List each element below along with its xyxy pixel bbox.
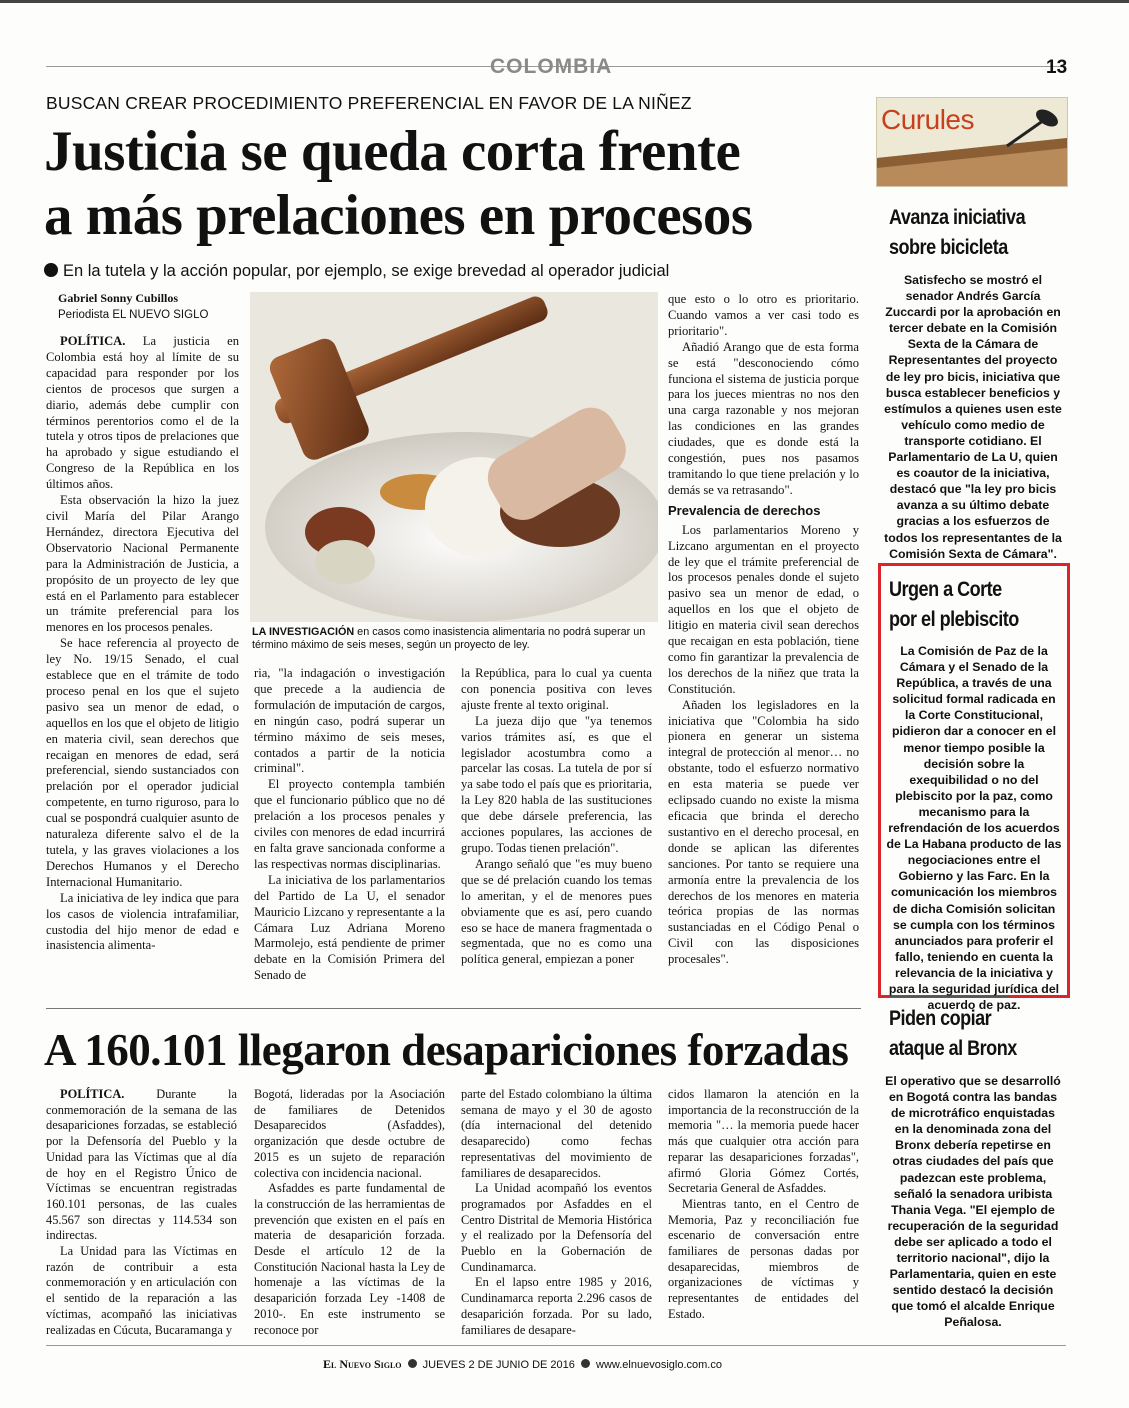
second-headline: A 160.101 llegaron desapariciones forzadas [44,1025,849,1075]
curules-title: Curules [881,104,974,135]
paragraph: La iniciativa de los parlamentarios del Partido de La U, el senador Mauricio Lizcano y representante a la Cámara Luz Adriana Moreno Marmolejo, está pendiente de primer debate en la Comisión Primera del Senado de [254,872,445,983]
sidebar-item-2 [889,575,1069,635]
gavel-food-illustration [250,292,658,622]
paragraph: La justicia en Colombia está hoy al límite de su capacidad para responder por los cientos de procesos que surgen a diario, además debe cumplir con términos perentorios como el de la tutela y otros tipos de prelaciones que ha aprobado y sigue estudiando el Congreso de la República en los últimos años. [46,334,239,492]
main-lead-word: POLÍTICA. [60,334,126,348]
article-photo [250,292,658,622]
paragraph: cidos llamaron la atención en la importancia de la reconstrucción de la memoria "… la memoria puede hacer más que cualquier otra acción para reparar las desapariciones forzadas", afirmó Gloria Gómez Cortés, Secretaria General de Asfaddes. [668,1087,859,1196]
sidebar-item-1-title-line2: sobre bicicleta [889,236,1008,259]
main-headline [44,120,753,248]
paragraph: parte del Estado colombiano la última semana de mayo y el 30 de agosto (día internacional del detenido desaparecido) como fechas representativas del movimiento de familiares de desaparecidos. [461,1087,652,1180]
paragraph: En el lapso entre 1985 y 2016, Cundinamarca reporta 2.296 casos de desaparición forzada. Por su lado, familiares de desapare- [461,1275,652,1337]
paragraph: Asfaddes es parte fundamental de la construcción de las herramientas de prevención que existen en el país en materia de desaparición forzada. Desde el artículo 12 de la Constitución Nacional hasta la Ley de homenaje a las víctimas de la desaparición forzada Ley -1408 de 2010-. En este instrumento se reconoce por [254,1181,445,1337]
paragraph: Durante la conmemoración de la semana de las desapariciones forzadas, se estableció por la Defensoría del Pueblo y la Unidad para las Víctimas que al día de hoy en el Registro Único de Víctimas se encuentran registradas 160.101 personas, de las cuales 45.567 son directas y 114.534 son indirectas. [46,1087,237,1243]
paragraph: Bogotá, lideradas por la Asociación de familiares de Detenidos Desaparecidos (Asfaddes), organización que desde octubre de 2015 es un sujeto de reparación colectiva con incidencia nacional. [254,1087,445,1180]
byline-name: Gabriel Sonny Cubillos [58,291,179,305]
paragraph: Añadió Arango que de esta forma se está "desconociendo cómo funciona el sistema de justicia porque para los jueces mientras no nos den una carga razonable y nos mejoran las condiciones en las grandes ciudades, que es donde está la congestión, pues nos pasamos tramitando lo que tiene prelación y lo demás se va retrasando". [668,339,859,497]
paragraph: Los parlamentarios Moreno y Lizcano argumentan en el proyecto de ley que el trámite preferencial de los procesos penales donde el sujeto pasivo sea un menor de edad, o aquellos en los que el objeto de litigio en materia civil sean derechos que recaigan en esta población, tiene como fin garantizar la prevalencia de los derechos de la niñez que trata la Constitución. [668,522,859,696]
paragraph: La Unidad para las Víctimas en razón de contribuir a esta conmemoración y en articulación con el sentido de la reparación a las víctimas, acompañó las iniciativas realizadas en Cúcuta, Bucaramanga y [46,1244,237,1337]
bullet-icon [408,1359,417,1368]
sidebar-item-3-title-line2: ataque al Bronx [889,1037,1017,1060]
sidebar-item-2-title-line2: por el plebiscito [889,608,1019,631]
photo-caption-text: en casos como inasistencia alimentaria no podrá superar un término máximo de seis meses, según un proyecto de ley. [252,626,646,651]
main-col-1 [46,334,239,954]
photo-caption [252,626,662,652]
footer-masthead: El Nuevo Siglo [323,1357,402,1371]
sidebar-divider [890,996,1010,997]
paragraph: la República, para lo cual ya cuenta con ponencia positiva con leves ajuste frente al texto original. [461,666,652,712]
photo-caption-lead: LA INVESTIGACIÓN [252,626,355,638]
main-subhead [44,262,669,281]
main-headline-line1: Justicia se queda corta frente [44,120,741,183]
paragraph: La jueza dijo que "ya tenemos varios trámites así, es que el legislador acostumbra como a parcelar las cosas. La tutela de por sí ya sabe todo el país que es prioritaria, la Ley 820 habla de las sustituciones que debe dársele preferencia, las acciones populares, las acciones de grupo. Todas tienen prelación". [461,713,652,855]
footer [323,1357,722,1372]
paragraph: La Unidad acompañó los eventos programados por Asfaddes en el Centro Distrital de Memoria Histórica y el realizado por la Defensoría del Pueblo en la Gobernación de Cundinamarca. [461,1181,652,1274]
page-number: 13 [1046,57,1068,78]
footer-date: JUEVES 2 DE JUNIO DE 2016 [422,1359,575,1371]
paragraph: ria, "la indagación o investigación que precede a la audiencia de formulación de imputación de cargos, en ningún caso, podrá superar un término máximo de seis meses, contados a partir de la noticia criminal". [254,666,445,776]
curules-banner [876,97,1068,187]
main-kicker: BUSCAN CREAR PROCEDIMIENTO PREFERENCIAL EN FAVOR DE LA NIÑEZ [46,93,692,113]
second-col-3 [461,1087,652,1338]
sidebar-item-3-body: El operativo que se desarrolló en Bogotá contra las bandas de microtráfico enquistadas en la denominada zona del Bronx debería repetirse en otras ciudades del país que padezcan este problema, señaló la senadora uribista Thania Vega. "El ejemplo de recuperación de la seguridad debe ser aplicado a todo el territorio nacional", dijo la Parlamentaria, quien en este sentido destacó la decisión que tomó el alcalde Enrique Peñalosa. [885,1074,1061,1330]
paragraph: Esta observación la hizo la juez civil María del Pilar Arango Hernández, directora Ejecutiva del Observatorio Nacional Permanente para la Administración de Justicia, a propósito de un proyecto de ley que está en el Parlamento para establecer un trámite preferencial para los menores en los procesos penales. [46,493,239,635]
second-col-2 [254,1087,445,1338]
article-divider [46,1008,861,1009]
paragraph: Añaden los legisladores en la iniciativa que "Colombia ha sido pionera en generar un sistema integral de protección al menor… no obstante, todo el esfuerzo normativo en esta materia se puede ver eclipsado cuando no existe la misma eficacia que brinda el derecho sustantivo en el derecho procesal, en donde se aplican las diferentes sanciones. Por tanto se requiere una armonía entre la prevalencia de los derechos de los menores en materia teórica propias de las normas sustanciadas en el Código Penal o Civil con las disposiciones procesales". [668,697,859,967]
sidebar-item-2-body: La Comisión de Paz de la Cámara y el Senado de la República, a través de una solicitud formal radicada en la Corte Constitucional, pidieron dar a conocer en el menor tiempo posible la decisión sobre la exequibilidad o no del plebiscito por la paz, como mecanismo para la refrendación de los acuerdos de La Habana producto de las negociaciones entre el Gobierno y las Farc. En la comunicación los miembros de dicha Comisión solicitan se cumpla con los términos anunciados para proferir el fallo, teniendo en cuenta la relevancia de la iniciativa y para la seguridad jurídica del acuerdo de paz. [886,644,1062,1013]
main-col-4 [668,292,859,968]
main-headline-line2: a más prelaciones en procesos [44,184,753,247]
paragraph: que esto o lo otro es prioritario. Cuando vamos a ver casi todo es prioritario". [668,292,859,338]
page-top-edge [0,0,1129,3]
paragraph: El proyecto contempla también que el funcionario público que no dé prelación a los procesos penales y civiles con menores de edad incurrirá en falta grave sancionada conforme a las respectivas normas disciplinarias. [254,777,445,871]
paragraph: Se hace referencia al proyecto de ley No. 19/15 Senado, el cual establece que en el trámite de todo proceso penal en los que el sujeto pasivo sea un menor de edad, o aquellos en los que el objeto de litigio en materia civil, sean derechos que recaigan en menores de edad, será preferencial, siendo sustanciados con prelación por el operador judicial competente, en turno riguroso, para lo cual se pospondrá cualquier asunto de naturaleza diferente salvo el de la tutela, y las graves violaciones a los Derechos Humanos y el Derecho Internacional Humanitario. [46,636,239,889]
section-label: COLOMBIA [490,55,613,78]
bullet-icon [581,1359,590,1368]
sidebar-item-1-body: Satisfecho se mostró el senador Andrés García Zuccardi por la aprobación en tercer debate en la Comisión Sexta de la Cámara de Representantes del proyecto de ley pro bicis, iniciativa que busca establecer beneficios y estímulos a quienes usen este vehículo como medio de transporte cotidiano. El Parlamentario de La U, quien es coautor de la iniciativa, destacó que "la ley pro bicis avanza a su último debate gracias a los esfuerzos de todos los representantes de la Comisión Sexta de Cámara". [884,273,1062,561]
sidebar-item-3 [889,1004,1069,1064]
section-subhead: Prevalencia de derechos [668,502,821,518]
byline-role: Periodista EL NUEVO SIGLO [58,309,209,321]
footer-website: www.elnuevosiglo.com.co [596,1359,722,1371]
sidebar-item-2-title-line1: Urgen a Corte [889,578,1002,601]
sidebar-item-1-title-line1: Avanza iniciativa [889,206,1026,229]
second-lead-word: POLÍTICA. [60,1087,125,1101]
footer-rule [46,1345,1066,1346]
paragraph: La iniciativa de ley indica que para los casos de violencia intrafamiliar, custodia del hijo menor de edad e inasistencia alimenta- [46,890,239,953]
paragraph: Arango señaló que "es muy bueno que se dé prelación cuando los temas lo ameritan, y el de menores pues obviamente que es así, pero cuando eso se hace de manera fragmentada o segmentada, que no es como una política general, empiezan a poner [461,856,652,967]
sidebar-item-1 [889,203,1069,263]
second-col-1 [46,1087,237,1338]
main-col-2 [254,666,445,984]
sidebar-item-3-title-line1: Piden copiar [889,1007,992,1030]
main-col-3 [461,666,652,968]
main-subhead-text: En la tutela y la acción popular, por ejemplo, se exige brevedad al operador judicial [63,262,670,280]
bullet-icon [44,263,58,277]
paragraph: Mientras tanto, en el Centro de Memoria, Paz y reconciliación fue escenario de conversación entre familiares de personas dadas por desaparecidas, miembros de organizaciones de víctimas y representantes de entidades del Estado. [668,1196,859,1321]
second-col-4 [668,1087,859,1323]
